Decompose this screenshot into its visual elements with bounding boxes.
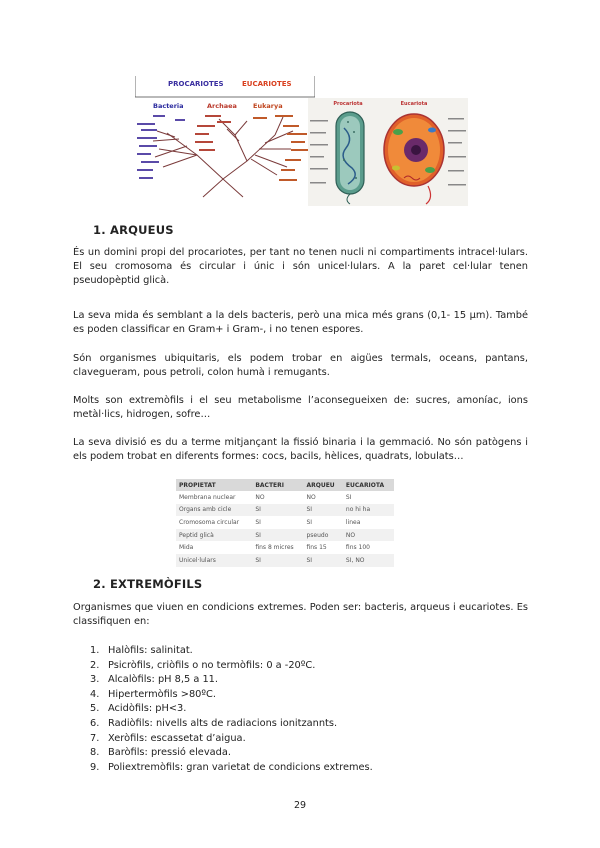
- prokaryote-title: Procariota: [333, 101, 363, 107]
- table-header-cell: ARQUEU: [303, 479, 342, 491]
- page-number: 29: [293, 800, 307, 811]
- table-cell: fins 100: [345, 544, 370, 552]
- table-cell: Peptid glicà: [176, 529, 252, 542]
- table-cell: NO: [255, 493, 265, 501]
- list-item: 4. Hipertermòfils >80ºC.: [90, 688, 216, 700]
- table-cell: no hi ha: [343, 504, 394, 517]
- properties-table: [176, 479, 394, 567]
- table-cell: SI: [252, 504, 303, 517]
- table-row: [176, 491, 394, 504]
- table-cell: NO: [306, 493, 316, 501]
- list-item: 3. Alcalòfils: pH 8,5 a 11.: [90, 674, 219, 686]
- table-row: [176, 554, 394, 567]
- table-row: [176, 516, 394, 529]
- paragraph-1: És un domini propi del procariotes, per tant no tenen nucli ni compartiments intracel·lulars. El seu cromosoma és circular i únic i són unicel·lulars. A la paret cel·lular tenen pseudopèptid glicà.: [73, 247, 528, 287]
- list-item: 8. Baròfils: pressió elevada.: [90, 747, 231, 759]
- eucariotes-label: EUCARIOTES: [242, 80, 292, 88]
- procariotes-label: PROCARIOTES: [168, 80, 224, 88]
- paragraph-4: Molts son extremòfils i el seu metabolisme l’aconsegueixen de: sucres, amoníac, ions metàl·lics, hidrogen, sofre…: [73, 395, 528, 421]
- paragraph-5: La seva divisió es du a terme mitjançant la fissió binaria i la gemmació. No són patògens i els podem trobat en diferents formes: cocs, bacils, hèlices, quadrats, lobulats…: [73, 437, 528, 463]
- table-header-cell: BACTERI: [252, 479, 303, 491]
- phylogenetic-tree-figure: [135, 75, 315, 205]
- table-cell: SI: [255, 518, 261, 526]
- tree-diagram: [135, 75, 315, 205]
- section2-heading: 2. EXTREMÒFILS: [93, 577, 203, 591]
- table-cell: Unicel·lulars: [176, 554, 252, 567]
- table-cell: SI: [303, 554, 342, 567]
- table-header-cell: EUCARIOTA: [343, 479, 394, 491]
- table-cell: NO: [343, 529, 394, 542]
- list-item: 2. Psicròfils, criòfils o no termòfils: 0 a -20ºC.: [90, 659, 316, 671]
- table-header-cell: PROPIETAT: [176, 479, 252, 491]
- table-cell: fins 15: [306, 544, 327, 552]
- table-cell: SI, NO: [343, 554, 394, 567]
- table-cell: Organs amb cicle: [176, 504, 252, 517]
- table-row: [176, 529, 394, 542]
- extremophile-list: [73, 644, 373, 775]
- list-item: 7. Xeròfils: escassetat d’aigua.: [90, 732, 246, 744]
- archaea-label: Archaea: [207, 102, 237, 110]
- section2-intro: Organismes que viuen en condicions extremes. Poden ser: bacteris, arqueus i eucariotes. Es classifiquen en:: [73, 602, 528, 628]
- table-cell: linea: [345, 518, 361, 526]
- bacteria-label: Bacteria: [153, 102, 184, 110]
- eukaryote-cell: [384, 114, 444, 204]
- table-cell: SI: [306, 518, 313, 526]
- eukarya-label: Eukarya: [253, 102, 283, 110]
- list-item: 5. Acidòfils: pH<3.: [90, 703, 187, 715]
- table-cell: SI: [303, 504, 342, 517]
- table-cell: SI: [252, 554, 303, 567]
- table-cell: Membrana nuclear: [179, 493, 236, 501]
- table-cell: pseudo: [303, 529, 342, 542]
- table-row: [176, 504, 394, 517]
- table-cell: SI: [345, 493, 352, 501]
- section1-heading: 1. ARQUEUS: [93, 223, 174, 237]
- cell-diagram: [308, 98, 468, 206]
- bacteria-branch-labels: [137, 115, 185, 179]
- table-header-row: [176, 479, 394, 491]
- table-row: [176, 541, 394, 554]
- table-cell: fins 8 micres: [255, 544, 294, 552]
- table-cell: Mida: [179, 544, 194, 552]
- archaea-branch-labels: [195, 115, 231, 151]
- table-cell: Cromosoma circular: [179, 518, 240, 526]
- table-cell: SI: [252, 529, 303, 542]
- cell-comparison-figure: [308, 98, 468, 206]
- list-item: 6. Radiòfils: nivells alts de radiacions ionitzannts.: [90, 717, 338, 729]
- eukaryote-title: Eucariota: [400, 101, 428, 107]
- paragraph-2: La seva mida és semblant a la dels bacteris, però una mica més grans (0,1- 15 µm). També es poden classificar en Gram+ i Gram-, i no tenen espores.: [73, 310, 528, 336]
- list-item: 9. Poliextremòfils: gran varietat de condicions extremes.: [90, 761, 373, 773]
- paragraph-3: Són organismes ubiquitaris, els podem trobar en aigües termals, oceans, pantans, clavegueram, pous petroli, colon humà i remugants.: [73, 353, 528, 379]
- list-item: 1. Halòfils: salinitat.: [90, 645, 193, 656]
- prokaryote-cell: [336, 112, 364, 204]
